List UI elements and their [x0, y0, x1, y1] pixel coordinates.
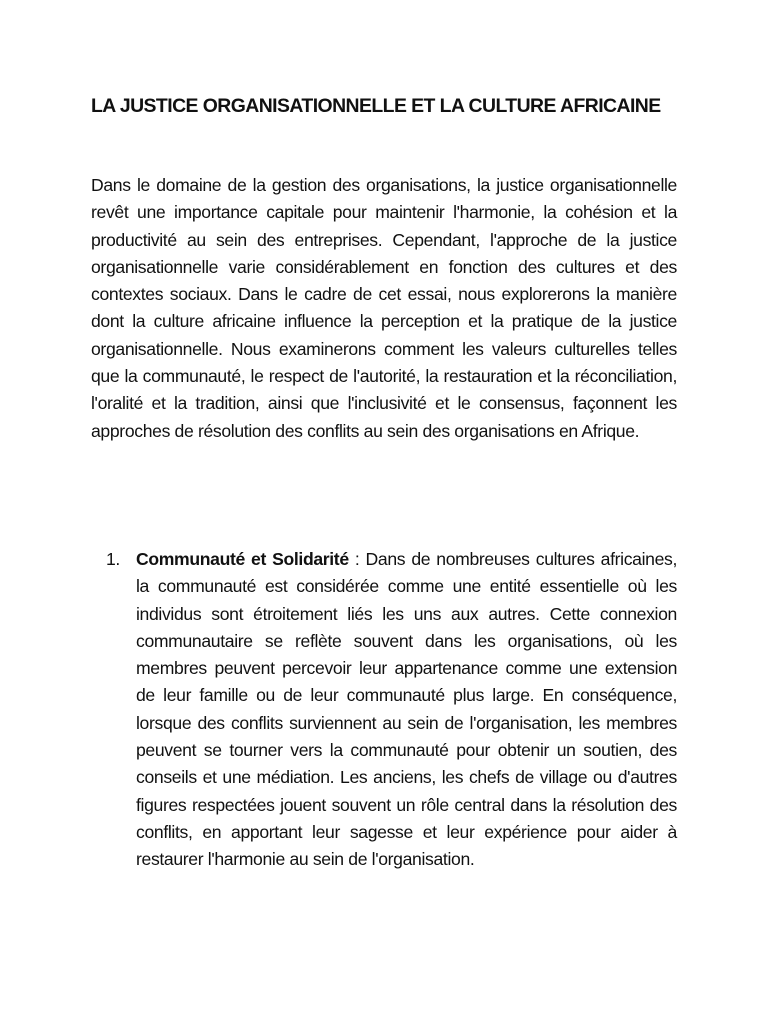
list-item-body: : Dans de nombreuses cultures africaines, la communauté est considérée comme une entité essentielle où les individus sont étroitement liés les uns aux autres. Cette connexion communautaire se reflète souvent dans les organisations, où les membres peuvent percevoir leur appartenance comme une extension de leur famille ou de leur communauté plus large. En conséquence, lorsque des conflits surviennent au sein de l'organisation, les membres peuvent se tourner vers la communauté pour obtenir un soutien, des conseils et une médiation. Les anciens, les chefs de village ou d'autres figures respectées jouent souvent un rôle central dans la résolution des conflits, en apportant leur sagesse et leur expérience pour aider à restaurer l'harmonie au sein de l'organisation. — [136, 549, 677, 870]
document-title: LA JUSTICE ORGANISATIONNELLE ET LA CULTURE AFRICAINE — [91, 95, 661, 117]
list-item-heading: Communauté et Solidarité — [136, 549, 349, 569]
list-item — [91, 546, 677, 874]
list-item-number: 1. — [106, 549, 120, 569]
intro-paragraph: Dans le domaine de la gestion des organisations, la justice organisationnelle revêt une importance capitale pour maintenir l'harmonie, la cohésion et la productivité au sein des entreprises. Cependant, l'approche de la justice organisationnelle varie considérablement en fonction des cultures et des contextes sociaux. Dans le cadre de cet essai, nous explorerons la manière dont la culture africaine influence la perception et la pratique de la justice organisationnelle. Nous examinerons comment les valeurs culturelles telles que la communauté, le respect de l'autorité, la restauration et la réconciliation, l'oralité et la tradition, ainsi que l'inclusivité et le consensus, façonnent les approches de résolution des conflits au sein des organisations en Afrique. — [91, 175, 677, 441]
numbered-list — [91, 546, 677, 874]
